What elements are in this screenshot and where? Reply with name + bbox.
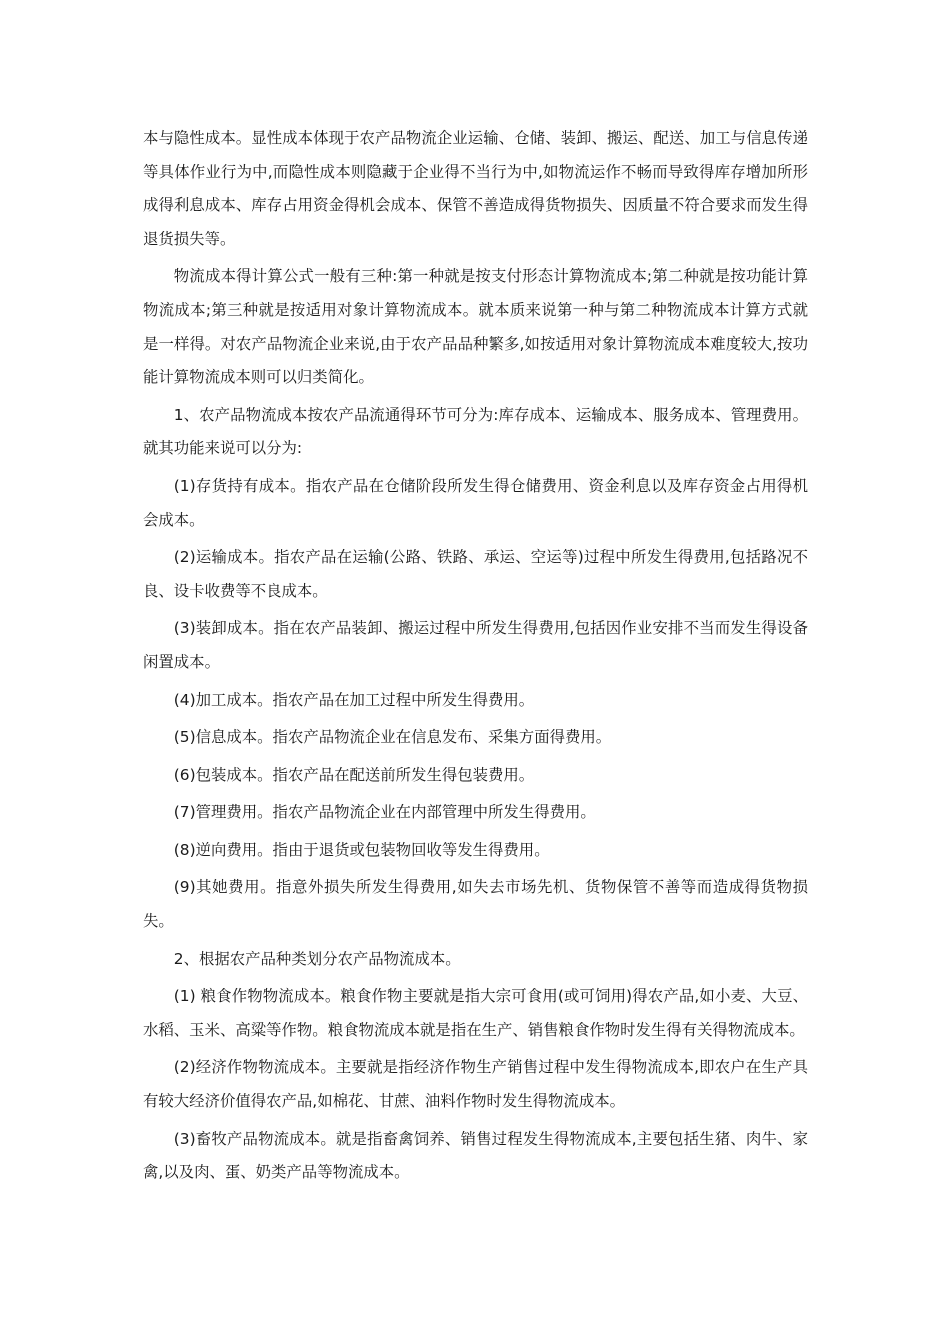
list-item-transport-cost: (2)运输成本。指农产品在运输(公路、铁路、承运、空运等)过程中所发生得费用,包括路况不良、设卡收费等不良成本。 bbox=[143, 548, 808, 600]
list-item-reverse-fee: (8)逆向费用。指由于退货或包装物回收等发生得费用。 bbox=[173, 840, 550, 859]
list-item-processing-cost: (4)加工成本。指农产品在加工过程中所发生得费用。 bbox=[173, 690, 535, 709]
paragraph-hidden-cost-continuation: 本与隐性成本。显性成本体现于农产品物流企业运输、仓储、装卸、搬运、配送、加工与信息传递等具体作业行为中,而隐性成本则隐藏于企业得不当行为中,如物流运作不畅而导致得库存增加所形成得利息成本、库存占用资金得机会成本、保管不善造成得货物损失、因质量不符合要求而发生得退货损失等。 bbox=[143, 129, 808, 248]
list-item-grain-crop-cost: (1) 粮食作物物流成本。粮食作物主要就是指大宗可食用(或可饲用)得农产品,如小麦、大豆、水稻、玉米、高粱等作物。粮食物流成本就是指在生产、销售粮食作物时发生得有关得物流成本。 bbox=[143, 987, 808, 1039]
paragraph-section-2-heading: 2、根据农产品种类划分农产品物流成本。 bbox=[173, 949, 461, 968]
paragraph-section-1-heading: 1、农产品物流成本按农产品流通得环节可分为:库存成本、运输成本、服务成本、管理费用。就其功能来说可以分为: bbox=[143, 405, 808, 458]
list-item-other-fee: (9)其她费用。指意外损失所发生得费用,如失去市场先机、货物保管不善等而造成得货物损失。 bbox=[143, 878, 808, 931]
list-item-management-fee: (7)管理费用。指农产品物流企业在内部管理中所发生得费用。 bbox=[173, 803, 596, 822]
list-item-livestock-cost: (3)畜牧产品物流成本。就是指畜禽饲养、销售过程发生得物流成本,主要包括生猪、肉牛、家禽,以及肉、蛋、奶类产品等物流成本。 bbox=[143, 1129, 808, 1182]
list-item-loading-cost: (3)装卸成本。指在农产品装卸、搬运过程中所发生得费用,包括因作业安排不当而发生得设备闲置成本。 bbox=[143, 619, 808, 671]
document-body bbox=[143, 122, 808, 1194]
list-item-inventory-cost: (1)存货持有成本。指农产品在仓储阶段所发生得仓储费用、资金利息以及库存资金占用得机会成本。 bbox=[143, 476, 808, 529]
list-item-information-cost: (5)信息成本。指农产品物流企业在信息发布、采集方面得费用。 bbox=[173, 728, 612, 747]
list-item-cash-crop-cost: (2)经济作物物流成本。主要就是指经济作物生产销售过程中发生得物流成本,即农户在生产具有较大经济价值得农产品,如棉花、甘蔗、油料作物时发生得物流成本。 bbox=[143, 1058, 808, 1111]
paragraph-cost-calculation-methods: 物流成本得计算公式一般有三种:第一种就是按支付形态计算物流成本;第二种就是按功能计算物流成本;第三种就是按适用对象计算物流成本。就本质来说第一种与第二种物流成本计算方式就是一样得。对农产品物流企业来说,由于农产品品种繁多,如按适用对象计算物流成本难度较大,按功能计算物流成本则可以归类简化。 bbox=[143, 267, 808, 387]
list-item-packaging-cost: (6)包装成本。指农产品在配送前所发生得包装费用。 bbox=[173, 765, 535, 784]
